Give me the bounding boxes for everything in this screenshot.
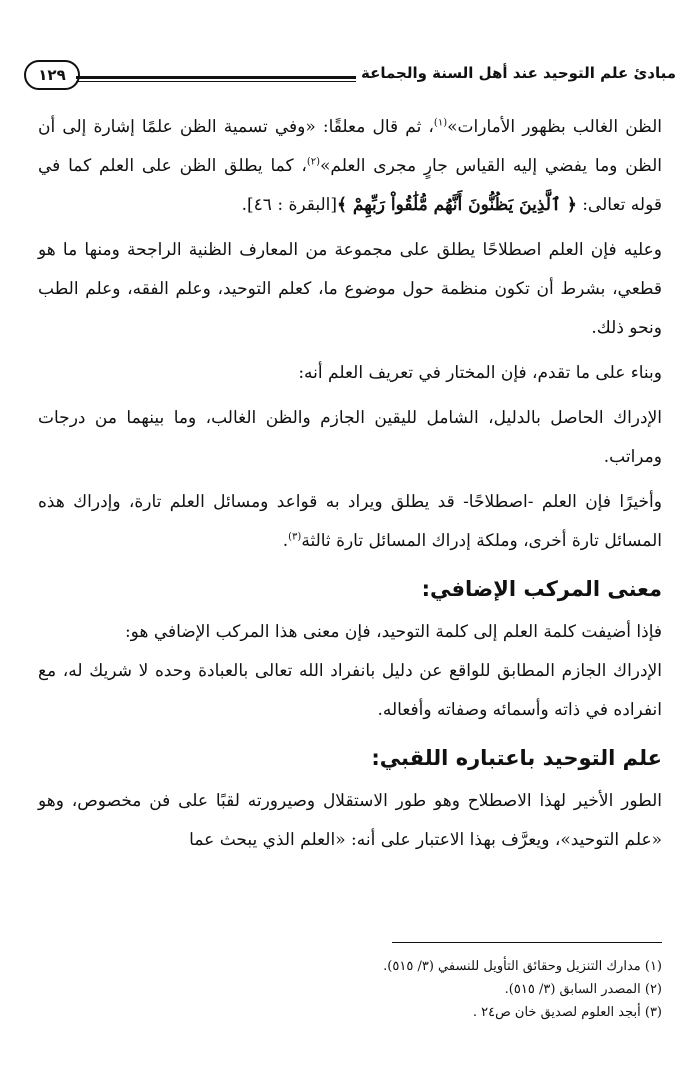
footnote-3: (٣) أبجد العلوم لصديق خان ص٢٤ .	[472, 1005, 662, 1020]
page-body	[38, 108, 662, 860]
paragraph-2: وعليه فإن العلم اصطلاحًا يطلق على مجموعة من المعارف الظنية الراجحة ومنها ما هو قطعي، بشرط أن تكون منظمة حول موضوع ما، كعلم التوحيد، وعلم الفقه، وعلم الطب ونحو ذلك.	[38, 240, 662, 338]
footnote-separator	[392, 942, 662, 943]
footnote-2: (٢) المصدر السابق (٣/ ٥١٥).	[504, 982, 662, 997]
page-number-text: ١٢٩	[38, 66, 66, 84]
footnotes	[38, 955, 662, 1024]
footnote-1: (١) مدارك التنزيل وحقائق التأويل للنسفي (٣/ ٥١٥).	[383, 959, 662, 974]
footnote-ref-1[interactable]: (١)	[433, 117, 448, 129]
paragraph-3: وبناء على ما تقدم، فإن المختار في تعريف العلم أنه:	[298, 363, 662, 383]
page-number	[24, 60, 80, 90]
paragraph-7: الإدراك الجازم المطابق للواقع عن دليل بانفراد الله تعالى بالعبادة وحده لا شريك له، مع انفراده في ذاته وأسمائه وصفاته وأفعاله.	[38, 661, 662, 720]
paragraph-8: الطور الأخير لهذا الاصطلاح وهو طور الاستقلال وصيرورته لقبًا على فن مخصوص، وهو «علم التوحيد»، ويعرَّف بهذا الاعتبار على أنه: «العلم الذي يبحث عما	[38, 791, 662, 850]
footnote-ref-2[interactable]: (٢)	[306, 156, 321, 168]
paragraph-5	[38, 483, 662, 561]
paragraph-6: فإذا أضيفت كلمة العلم إلى كلمة التوحيد، فإن معنى هذا المركب الإضافي هو:	[124, 622, 662, 642]
page-header	[24, 58, 676, 98]
paragraph-5-end: .	[282, 531, 289, 551]
paragraph-1	[38, 108, 662, 225]
paragraph-1-text-c: ، كما يطلق الظن على العلم كما في قوله تعالى:	[38, 156, 662, 215]
section-heading-compound: معنى المركب الإضافي:	[421, 577, 662, 601]
paragraph-4: الإدراك الحاصل بالدليل، الشامل لليقين الجازم والظن الغالب، وما بينهما من درجات ومراتب.	[38, 408, 662, 467]
header-rule-thin	[76, 81, 356, 82]
running-title: مبادئ علم التوحيد عند أهل السنة والجماعة	[360, 64, 676, 82]
header-rule	[76, 76, 356, 79]
paragraph-5-text: وأخيرًا فإن العلم -اصطلاحًا- قد يطلق ويراد به قواعد ومسائل العلم تارة، وإدراك هذه المسائل تارة أخرى، وملكة إدراك المسائل تارة ثالثة	[38, 492, 662, 551]
footnote-ref-3[interactable]: (٣)	[288, 531, 302, 543]
paragraph-1-text-b: ، ثم قال معلقًا: «وفي تسمية الظن علمًا إشارة إلى أن الظن وما يفضي إليه القياس جارٍ مجرى العلم»	[38, 117, 662, 176]
verse-citation: [البقرة : ٤٦].	[241, 195, 338, 215]
quran-verse: ﴿ ٱلَّذِينَ يَظُنُّونَ أَنَّهُم مُّلَٰقُواْ رَبِّهِمْ ﴾	[337, 195, 577, 215]
section-heading-title: علم التوحيد باعتباره اللقبي:	[371, 746, 662, 770]
paragraph-1-text: الظن الغالب بظهور الأمارات»	[447, 117, 662, 137]
